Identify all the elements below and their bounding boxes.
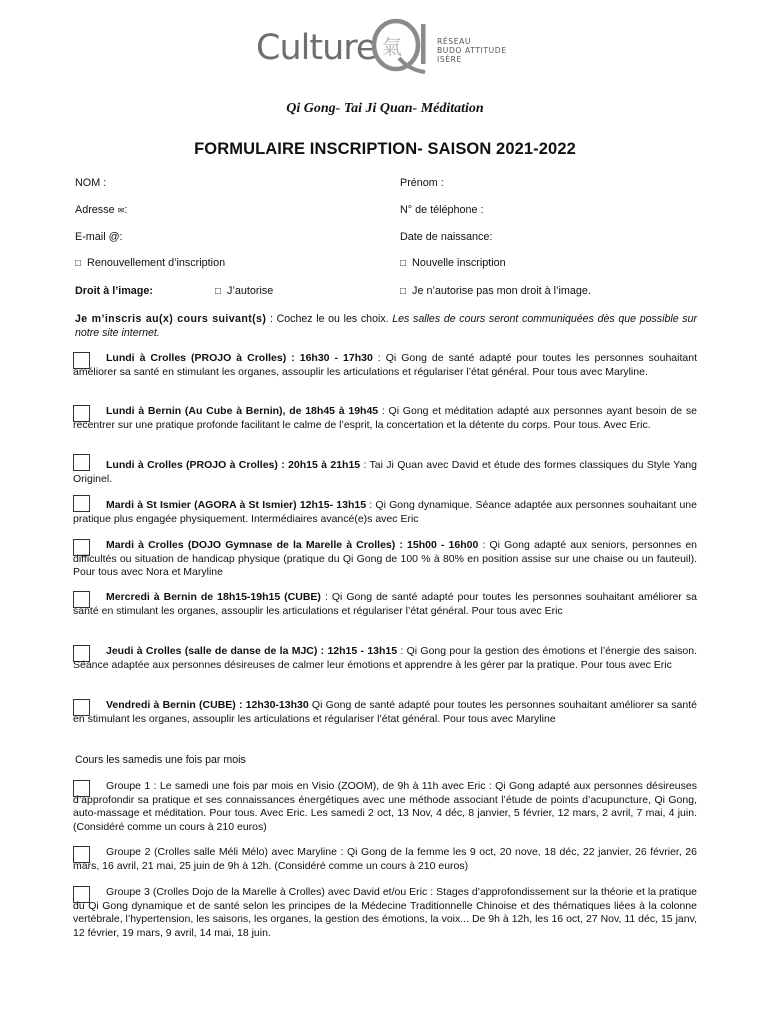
course-description: : Qi Gong de santé adapté pour toutes les personnes souhaitant améliorer sa santé en stimulant les organes, assouplir les articulations et régulariser l’état général. Pour tous avec Eric: [73, 591, 697, 617]
logo-tagline-line: ISÈRE: [437, 55, 462, 64]
course-title: Lundi à Crolles (PROJO à Crolles) : 16h30 - 17h30: [106, 352, 373, 364]
course-title: Mercredi à Bernin de 18h15-19h15 (CUBE): [106, 591, 321, 603]
course-text: [73, 591, 697, 618]
email-field[interactable]: E-mail @:: [75, 231, 123, 243]
course-item: [73, 539, 697, 580]
group-text: Groupe 3 (Crolles Dojo de la Marelle à Crolles) avec David et/ou Eric : Stages d’approfondissement sur la théorie et la pratique du Qi Gong dynamique et de santé selon les principes de la Médecine Traditionnelle Chinoise et des thématiques liées à la colonne vertébrale, l’hypertension, les saisons, les organes, la gestion des émotions, la voix... De 9h à 12h, les 16 oct, 27 Nov, 11 déc, 15 janv, 12 février, 19 mars, 9 avril, 14 mai, 18 juin.: [73, 886, 697, 939]
course-description: : Qi Gong dynamique. Séance adaptée aux personnes souhaitant une pratique plus engagée physiquement. Intermédiaires avancé(e)s avec Eric: [73, 499, 697, 525]
intro-italic: Les salles de cours seront communiquées dès que possible sur notre site internet.: [75, 313, 697, 339]
logo-tagline-line: RÉSEAU: [437, 37, 472, 46]
course-description: : Qi Gong pour la gestion des émotions et l’énergie des saison. Séance adaptée aux personnes désireuses de calmer leur émotions et apprendre à les gérer par la pratique. Pour tous avec Eric: [73, 645, 697, 671]
checkbox-icon[interactable]: □: [400, 286, 407, 297]
form-title: FORMULAIRE INSCRIPTION- SAISON 2021-2022: [194, 140, 576, 158]
adresse-field[interactable]: [75, 204, 127, 216]
course-item: [73, 591, 697, 618]
course-description: : Tai Ji Quan avec David et étude des formes classiques du Style Yang Originel.: [73, 459, 697, 485]
group-item: [73, 780, 697, 834]
autorise-option[interactable]: [215, 285, 273, 297]
course-text: [73, 699, 697, 726]
intro-bold: Je m’inscris au(x) cours suivant(s): [75, 313, 267, 325]
course-title: Vendredi à Bernin (CUBE) : 12h30-13h30: [106, 699, 309, 711]
form-subtitle: Qi Gong- Tai Ji Quan- Méditation: [286, 101, 484, 116]
naissance-field[interactable]: Date de naissance:: [400, 231, 493, 243]
logo-tagline: [437, 37, 507, 64]
logo-tagline-line: BUDO ATTITUDE: [437, 46, 507, 55]
group-item: [73, 846, 697, 873]
nouvelle-option[interactable]: [400, 257, 506, 269]
course-title: Jeudi à Crolles (salle de danse de la MJC) : 12h15 - 13h15: [106, 645, 398, 657]
course-item: [73, 352, 697, 379]
prenom-field[interactable]: Prénom :: [400, 177, 444, 189]
renouvellement-label: Renouvellement d’inscription: [87, 257, 226, 269]
intro-plain: : Cochez le ou les choix.: [266, 313, 393, 325]
group-item: [73, 886, 697, 940]
course-description: : Qi Gong de santé adapté pour toutes les personnes souhaitant améliorer sa santé en stimulant les organes, assouplir les articulations et régulariser l’état général. Pour tous avec Maryline.: [73, 352, 697, 378]
checkbox-icon[interactable]: □: [400, 258, 407, 269]
course-item: [73, 405, 697, 432]
culture-qi-logo: [256, 18, 556, 76]
nouvelle-label: Nouvelle inscription: [412, 257, 506, 269]
course-description: : Qi Gong et méditation adapté aux personnes ayant besoin de se recentrer sur une pratique profonde facilitant le calme de l’esprit, la concertation et la détente du corps. Pour tous. Avec Eric.: [73, 405, 697, 431]
course-text: [73, 352, 697, 379]
courses-intro: [75, 312, 697, 340]
autorise-label: J’autorise: [227, 285, 274, 297]
autorise-pas-label: Je n’autorise pas mon droit à l’image.: [412, 285, 591, 297]
nom-field[interactable]: NOM :: [75, 177, 107, 189]
course-item: [73, 454, 697, 485]
course-item: [73, 645, 697, 672]
autorise-pas-option[interactable]: [400, 285, 591, 297]
renouvellement-option[interactable]: [75, 257, 225, 269]
envelope-icon: ✉: [117, 206, 125, 215]
checkbox-icon[interactable]: □: [75, 258, 82, 269]
group-text: Groupe 2 (Crolles salle Méli Mélo) avec Maryline : Qi Gong de la femme les 9 oct, 20 nove, 18 déc, 22 janvier, 26 février, 26 mars, 16 avril, 21 mai, 25 juin de 9h à 12h. (Considéré comme un cours à 210 euros): [73, 846, 697, 872]
course-text: [73, 499, 697, 526]
course-text: [73, 539, 697, 580]
course-description: Qi Gong de santé adapté pour toutes les personnes souhaitant améliorer sa santé en stimulant les organes, assouplir les articulations et régulariser l’état général. Pour tous avec Maryline: [73, 699, 697, 725]
course-text: [73, 459, 697, 486]
checkbox-icon[interactable]: □: [215, 286, 222, 297]
droit-image-label: Droit à l’image:: [75, 285, 153, 297]
course-description: : Qi Gong adapté aux seniors, personnes en difficultés ou situation de handicap physique (pratique du Qi Gong de 100 % à 80% en position assise sur une chaise ou un fauteuil). Pour tous avec Nora et Maryline: [73, 539, 697, 578]
adresse-colon: :: [124, 204, 128, 216]
course-item: [73, 699, 697, 726]
logo-word: Culture: [256, 28, 377, 68]
course-title: Lundi à Crolles (PROJO à Crolles) : 20h15 à 21h15: [106, 459, 361, 471]
course-title: Lundi à Bernin (Au Cube à Bernin), de 18h45 à 19h45: [106, 405, 379, 417]
samedi-note: Cours les samedis une fois par mois: [75, 754, 246, 766]
course-title: Mardi à St Ismier (AGORA à St Ismier) 12h15- 13h15: [106, 499, 367, 511]
adresse-label: Adresse: [75, 204, 115, 216]
course-text: [73, 405, 697, 432]
course-title: Mardi à Crolles (DOJO Gymnase de la Marelle à Crolles) : 15h00 - 16h00: [106, 539, 479, 551]
course-item: [73, 495, 697, 525]
qi-logo-mark: [369, 18, 431, 76]
group-text: Groupe 1 : Le samedi une fois par mois en Visio (ZOOM), de 9h à 11h avec Eric : Qi Gong adapté aux personnes désireuses d’approfondir sa pratique et ses connaissances énergétiques avec une méthode associant l’étude de points d’acupuncture, Qi Gong, auto-massage et méditation. Pour tous. Avec Eric. Les samedi 2 oct, 13 Nov, 4 déc, 8 janvier, 5 février, 12 mars, 2 avril, 7 mai, 4 juin. (Considéré comme un cours à 210 euros): [73, 780, 697, 833]
course-text: [73, 645, 697, 672]
telephone-field[interactable]: N° de téléphone :: [400, 204, 484, 216]
svg-text:氣: 氣: [382, 35, 402, 59]
